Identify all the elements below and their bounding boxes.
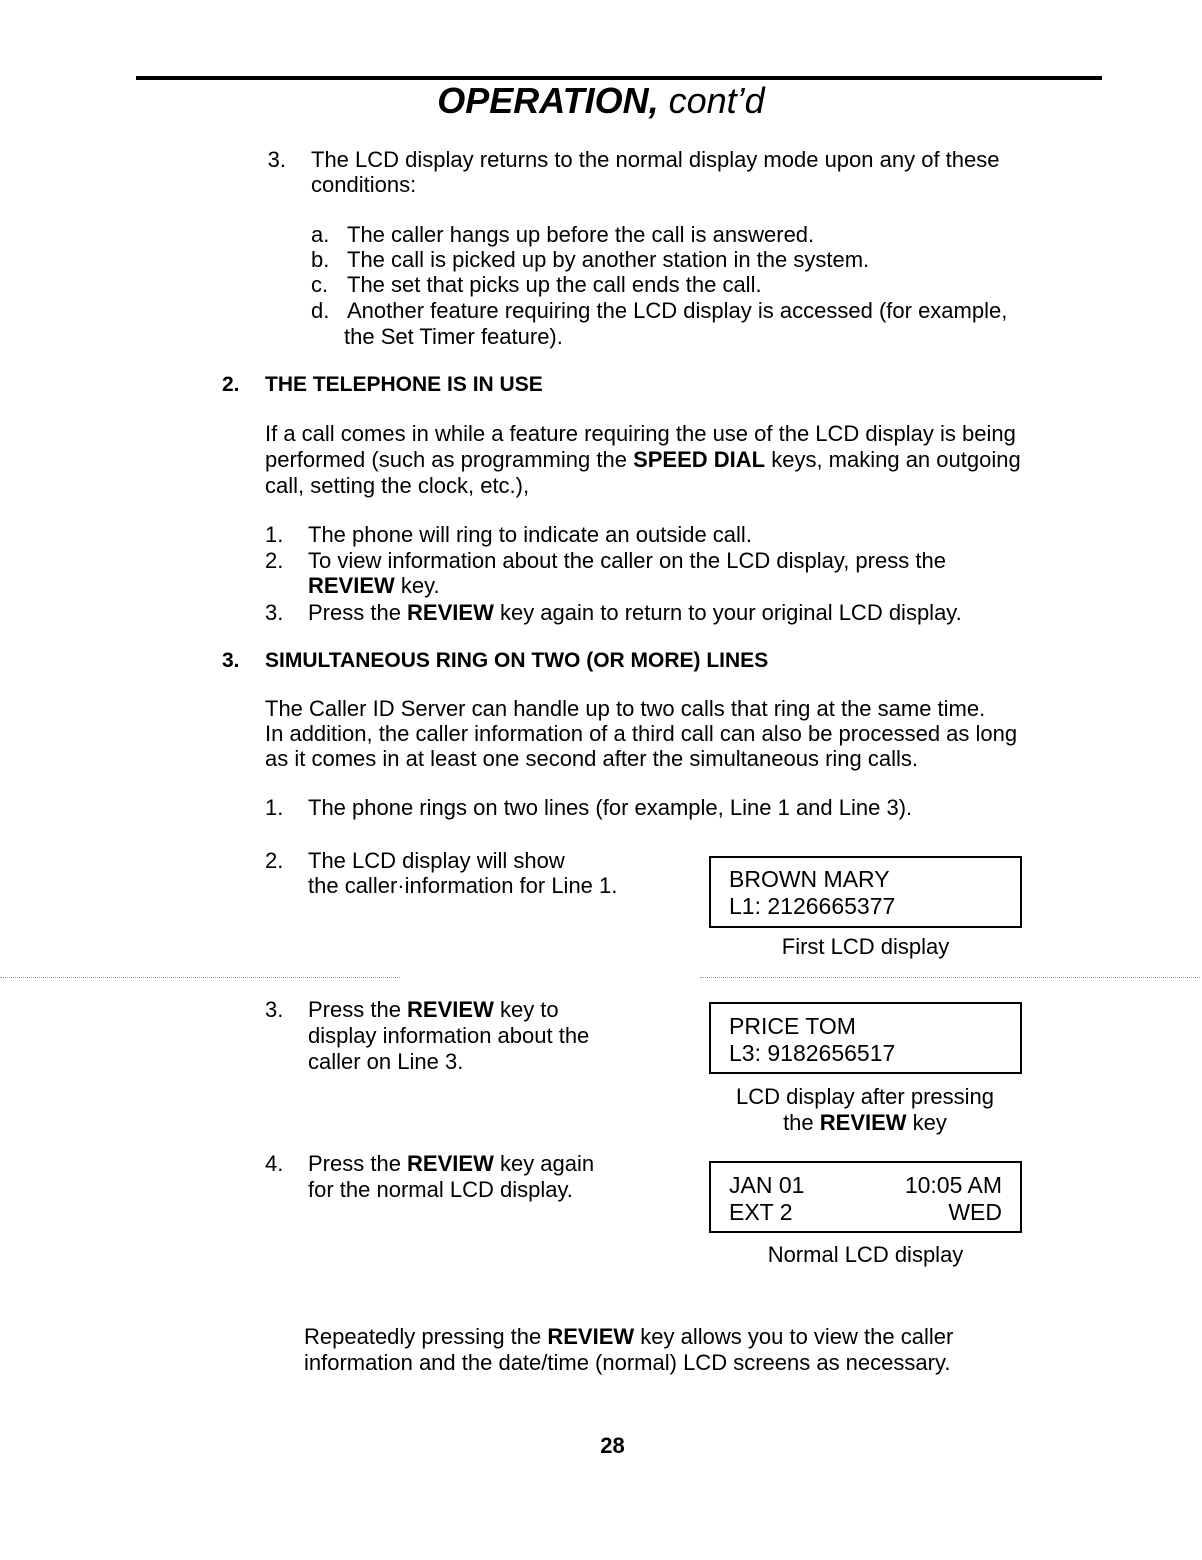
section3-step4-line-2: for the normal LCD display. [308,1177,573,1202]
section3-intro-line-1: The Caller ID Server can handle up to two calls that ring at the same time. [265,696,986,721]
section3-number: 3. [222,649,240,672]
cond-item-d-line-2: the Set Timer feature). [344,324,563,349]
cond-item-b: The call is picked up by another station in the system. [347,247,870,272]
lcd3-line-2 [729,1199,1002,1225]
closing-line-1: Repeatedly pressing the REVIEW key allows you to view the caller [304,1324,954,1349]
section3-step3-line-1: Press the REVIEW key to [308,997,559,1022]
lcd1-line-2: L1: 2126665377 [729,893,896,919]
section3-intro-line-2: In addition, the caller information of a third call can also be processed as long [265,721,1018,746]
lcd-display-normal [709,1161,1022,1233]
lcd3-line-1 [729,1172,1002,1198]
section3-step4-line-1: Press the REVIEW key again [308,1151,595,1176]
section3-heading: SIMULTANEOUS RING ON TWO (OR MORE) LINES [265,649,769,672]
lcd3-ext: EXT 2 [729,1199,793,1225]
section2-intro-line-3: call, setting the clock, etc.), [265,473,530,498]
cond-letter-d: d. [311,298,330,323]
lcd3-time: 10:05 AM [904,1172,1002,1198]
cond-item-c: The set that picks up the call ends the call. [347,272,762,297]
section3-step3-line-3: caller on Line 3. [308,1049,464,1074]
scan-artifact-right [700,977,1200,979]
lcd2-caption-line-1: LCD display after pressing [735,1084,994,1109]
section3-step1-number: 1. [265,795,284,820]
page-number: 28 [600,1433,625,1458]
section3-step2-line-1: The LCD display will show [308,848,565,873]
lcd1-line-1: BROWN MARY [729,866,890,892]
lcd-display-after-review [709,1002,1022,1074]
section2-step3-number: 3. [265,600,284,625]
section3-step3-line-2: display information about the [308,1023,590,1048]
section3-step4-number: 4. [265,1151,284,1176]
cond-item-d-line-1: Another feature requiring the LCD display is accessed (for example, [347,298,1008,323]
section2-intro-line-1: If a call comes in while a feature requiring the use of the LCD display is being [265,421,1016,446]
closing-line-2: information and the date/time (normal) LCD screens as necessary. [304,1350,951,1375]
section3-step1-text: The phone rings on two lines (for example, Line 1 and Line 3). [308,795,913,820]
section2-step1-text: The phone will ring to indicate an outside call. [308,522,752,547]
section2-intro-line-2: performed (such as programming the SPEED DIAL keys, making an outgoing [265,447,1021,472]
section3-step2-line-2: the caller·information for Line 1. [308,873,618,898]
cond-line-2: conditions: [311,172,417,197]
scan-artifact-left [0,977,400,979]
section2-step2-text: To view information about the caller on the LCD display, press the [308,548,946,573]
lcd1-caption: First LCD display [781,934,950,959]
page-title: OPERATION, cont’d [437,80,765,121]
section2-step2-text-2: REVIEW key. [308,573,440,598]
lcd2-line-2: L3: 9182656517 [729,1040,896,1066]
section2-heading: THE TELEPHONE IS IN USE [265,373,543,396]
lcd3-caption: Normal LCD display [767,1242,964,1267]
cond-letter-b: b. [311,247,330,272]
cond-letter-c: c. [311,272,329,297]
section2-step2-number: 2. [265,548,284,573]
lcd3-date: JAN 01 [729,1172,805,1198]
lcd2-caption-line-2: the REVIEW key [783,1110,947,1135]
cond-number: 3. [267,147,286,172]
section2-number: 2. [222,373,240,396]
lcd2-line-1: PRICE TOM [729,1013,856,1039]
lcd-display-first [709,856,1022,928]
section3-step3-number: 3. [265,997,284,1022]
cond-line-1: The LCD display returns to the normal display mode upon any of these [311,147,1000,172]
section3-step2-number: 2. [265,848,284,873]
lcd3-day: WED [948,1199,1002,1225]
section2-step1-number: 1. [265,522,284,547]
section2-step3-text: Press the REVIEW key again to return to your original LCD display. [308,600,962,625]
section3-intro-line-3: as it comes in at least one second after the simultaneous ring calls. [265,746,919,771]
cond-letter-a: a. [311,222,330,247]
cond-item-a: The caller hangs up before the call is answered. [347,222,815,247]
